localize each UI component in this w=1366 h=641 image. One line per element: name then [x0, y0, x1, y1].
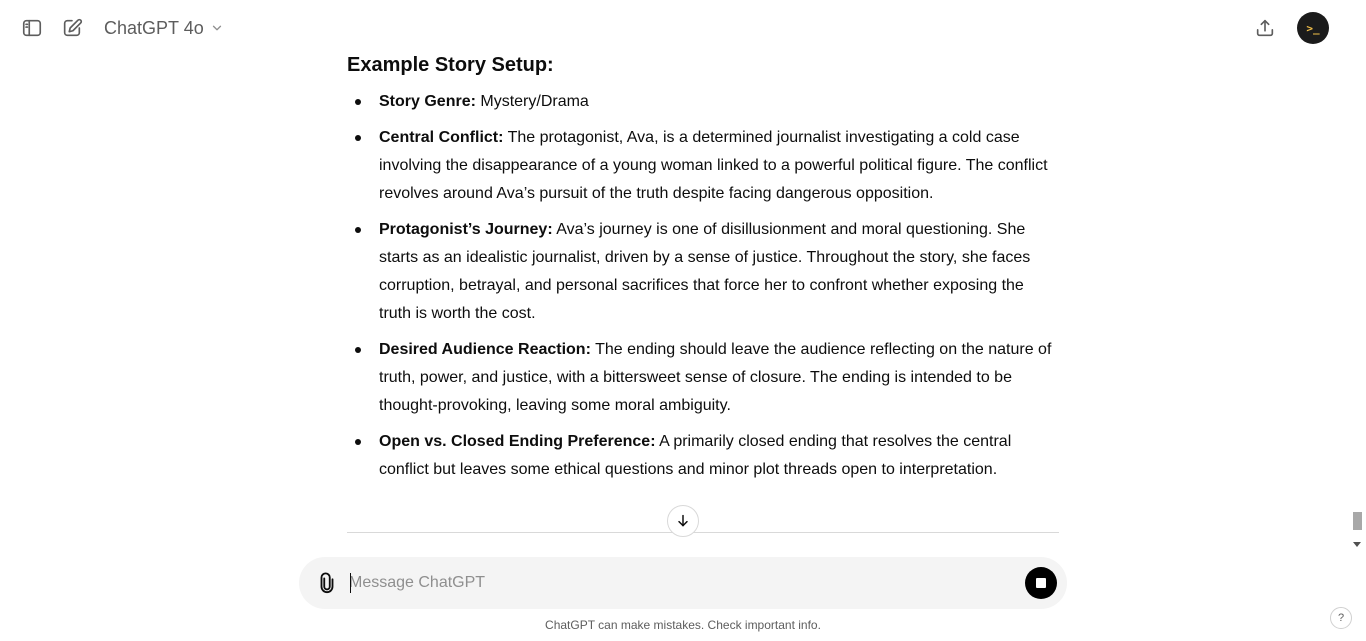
list-item — [347, 124, 1059, 208]
top-bar — [0, 0, 1366, 56]
item-label: Central Conflict: — [379, 129, 504, 146]
item-label: Protagonist’s Journey: — [379, 221, 553, 238]
item-label: Open vs. Closed Ending Preference: — [379, 433, 656, 450]
item-text: The ending should leave the audience reflecting on the nature of truth, power, and justice, with a bittersweet sense of closure. The ending is intended to be thought-provoking, leaving some moral ambiguity. — [379, 341, 1052, 414]
stop-icon — [1036, 578, 1046, 588]
bullet — [355, 439, 361, 445]
list-item — [347, 336, 1059, 420]
share-icon[interactable] — [1249, 12, 1281, 44]
list-item — [347, 88, 1059, 116]
scrollbar[interactable] — [1349, 0, 1366, 557]
help-button[interactable]: ? — [1330, 607, 1352, 629]
list-item — [347, 216, 1059, 328]
stop-generating-button[interactable] — [1025, 567, 1057, 599]
list-item — [347, 428, 1059, 484]
model-selector[interactable] — [98, 12, 230, 44]
scrollbar-thumb[interactable] — [1353, 512, 1362, 530]
assistant-message — [347, 50, 1059, 492]
bullet — [355, 99, 361, 105]
message-composer — [299, 557, 1067, 609]
attach-icon[interactable] — [313, 569, 341, 597]
item-text: Mystery/Drama — [475, 93, 589, 110]
item-text: The protagonist, Ava, is a determined journalist investigating a cold case involving the disappearance of a young woman linked to a powerful political figure. The conflict revolves around Ava’s pursuit of the truth despite facing dangerous opposition. — [379, 129, 1048, 202]
item-text: Ava’s journey is one of disillusionment and moral questioning. She starts as an idealistic journalist, driven by a sense of justice. Throughout the story, she faces corruption, betrayal, and personal sacrifices that force her to confront whether exposing the truth is worth the cost. — [379, 221, 1031, 322]
arrow-down-icon — [675, 513, 691, 529]
new-chat-icon[interactable] — [56, 12, 88, 44]
content-divider — [347, 532, 1059, 533]
bullet — [355, 135, 361, 141]
item-text: A primarily closed ending that resolves the central conflict but leaves some ethical questions and minor plot threads open to interpretation. — [379, 433, 1012, 478]
sidebar-toggle-icon[interactable] — [16, 12, 48, 44]
message-input[interactable] — [349, 569, 1009, 597]
story-setup-list — [347, 88, 1059, 484]
model-name: ChatGPT 4o — [104, 17, 204, 38]
text-caret — [350, 573, 351, 593]
item-label: Story Genre: — [379, 93, 476, 110]
avatar[interactable]: >_ — [1297, 12, 1329, 44]
scroll-to-bottom-button[interactable] — [667, 505, 699, 537]
bullet — [355, 347, 361, 353]
item-label: Desired Audience Reaction: — [379, 341, 591, 358]
scrollbar-down-arrow[interactable] — [1353, 542, 1361, 547]
bullet — [355, 227, 361, 233]
chevron-down-icon — [210, 21, 224, 35]
disclaimer: ChatGPT can make mistakes. Check important info. — [545, 618, 821, 632]
section-heading: Example Story Setup: — [347, 54, 554, 76]
